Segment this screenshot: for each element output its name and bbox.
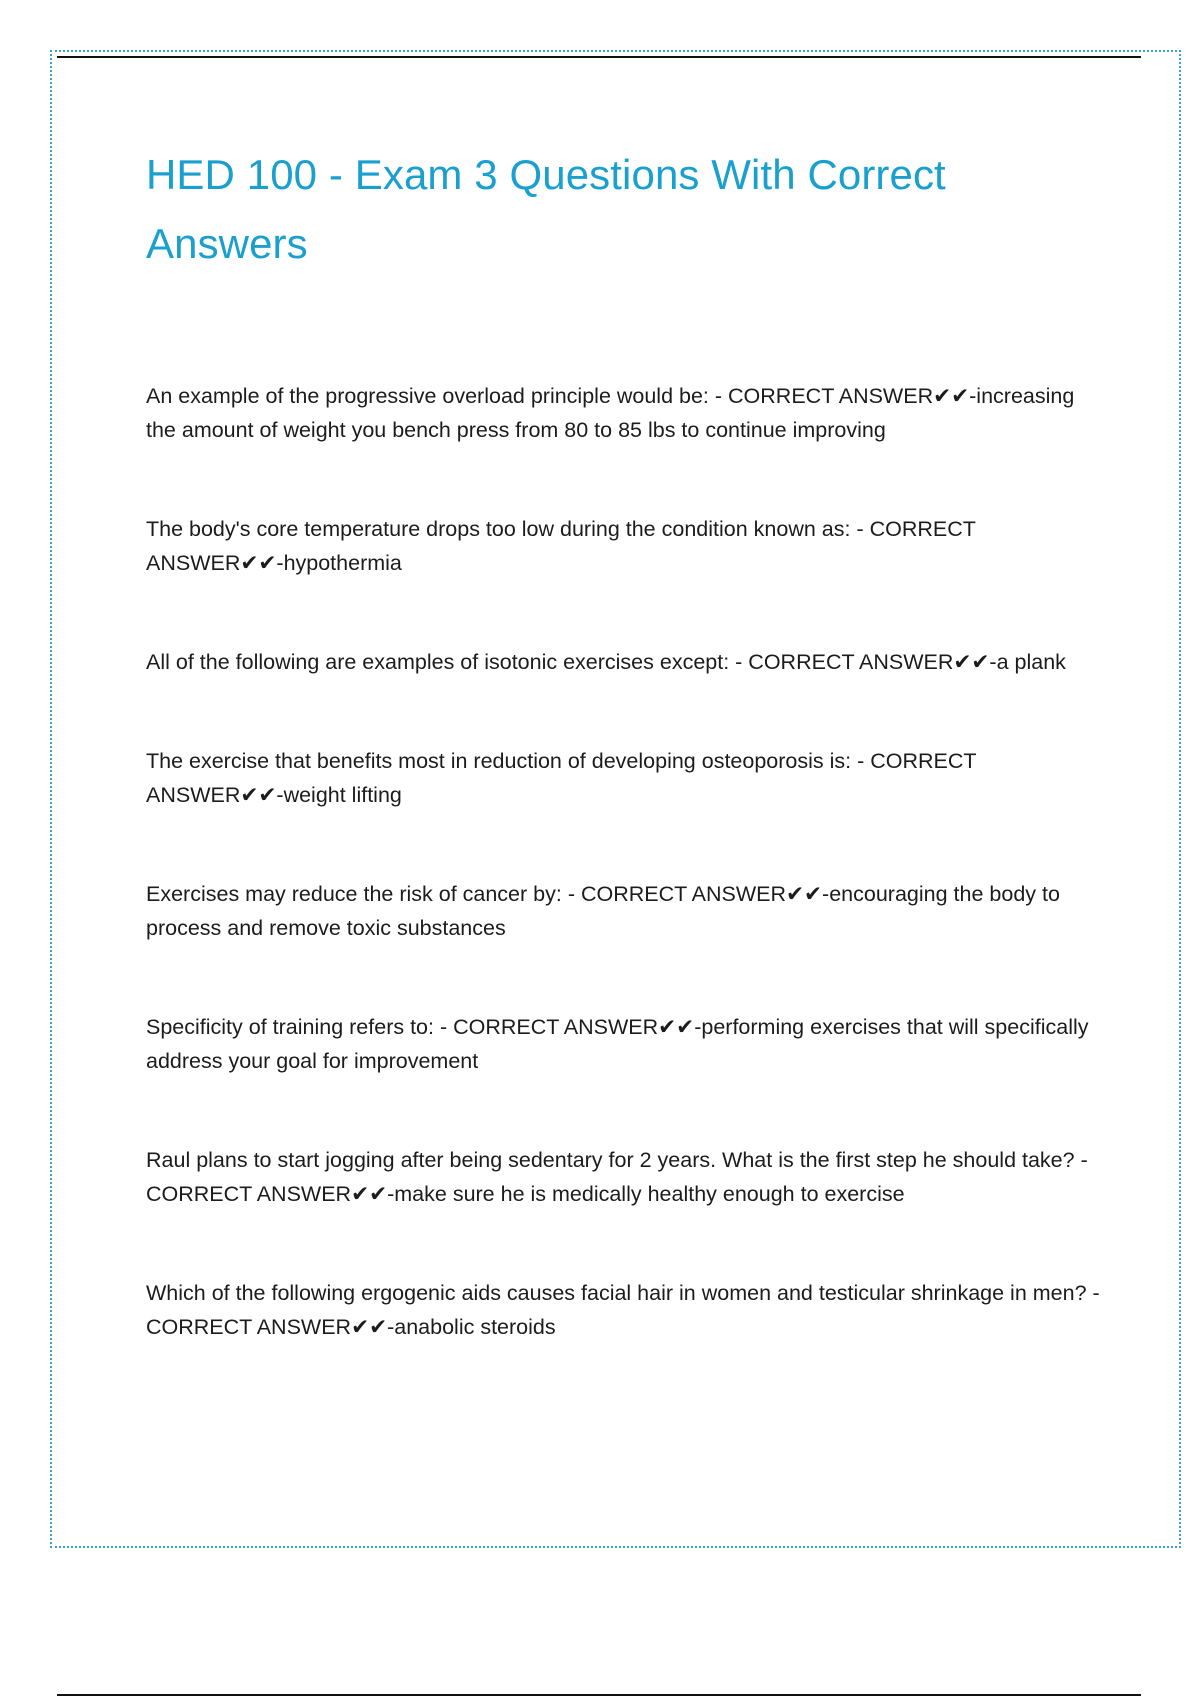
question-answer-list	[146, 379, 1106, 1344]
correct-answer-marker: - CORRECT ANSWER✔✔-	[146, 517, 976, 575]
question-text: Exercises may reduce the risk of cancer by:	[146, 882, 562, 906]
document-title: HED 100 - Exam 3 Questions With Correct Answers	[146, 151, 946, 267]
qa-item	[146, 512, 1106, 580]
answer-text: weight lifting	[283, 783, 402, 807]
correct-answer-marker: - CORRECT ANSWER✔✔-	[567, 882, 830, 906]
qa-item	[146, 877, 1106, 945]
qa-item	[146, 379, 1106, 447]
qa-item	[146, 1276, 1106, 1344]
question-text: The body's core temperature drops too low during the condition known as:	[146, 517, 851, 541]
qa-item	[146, 744, 1106, 812]
bottom-divider-line	[57, 1694, 1141, 1696]
qa-item	[146, 1010, 1106, 1078]
correct-answer-marker: - CORRECT ANSWER✔✔-	[735, 650, 997, 674]
answer-text: performing exercises that will specifically address your goal for improvement	[146, 1015, 1089, 1073]
answer-text: encouraging the body to process and remove toxic substances	[146, 882, 1060, 940]
correct-answer-marker: - CORRECT ANSWER✔✔-	[439, 1015, 702, 1039]
document-content	[146, 140, 1106, 1409]
qa-item	[146, 1143, 1106, 1211]
qa-item	[146, 645, 1106, 679]
question-text: Raul plans to start jogging after being sedentary for 2 years. What is the first step he should take?	[146, 1148, 1075, 1172]
top-divider-line	[57, 56, 1141, 58]
answer-text: make sure he is medically healthy enough to exercise	[394, 1182, 905, 1206]
correct-answer-marker: - CORRECT ANSWER✔✔-	[146, 749, 977, 807]
question-text: Which of the following ergogenic aids causes facial hair in women and testicular shrinkage in men?	[146, 1281, 1087, 1305]
question-text: The exercise that benefits most in reduction of developing osteoporosis is:	[146, 749, 852, 773]
answer-text: hypothermia	[283, 551, 402, 575]
answer-text: a plank	[996, 650, 1066, 674]
question-text: An example of the progressive overload principle would be:	[146, 384, 709, 408]
question-text: All of the following are examples of isotonic exercises except:	[146, 650, 730, 674]
question-text: Specificity of training refers to:	[146, 1015, 434, 1039]
correct-answer-marker: - CORRECT ANSWER✔✔-	[146, 1148, 1088, 1206]
answer-text: increasing the amount of weight you bench press from 80 to 85 lbs to continue improving	[146, 384, 1075, 442]
correct-answer-marker: - CORRECT ANSWER✔✔-	[146, 1281, 1100, 1339]
answer-text: anabolic steroids	[394, 1315, 556, 1339]
correct-answer-marker: - CORRECT ANSWER✔✔-	[714, 384, 977, 408]
